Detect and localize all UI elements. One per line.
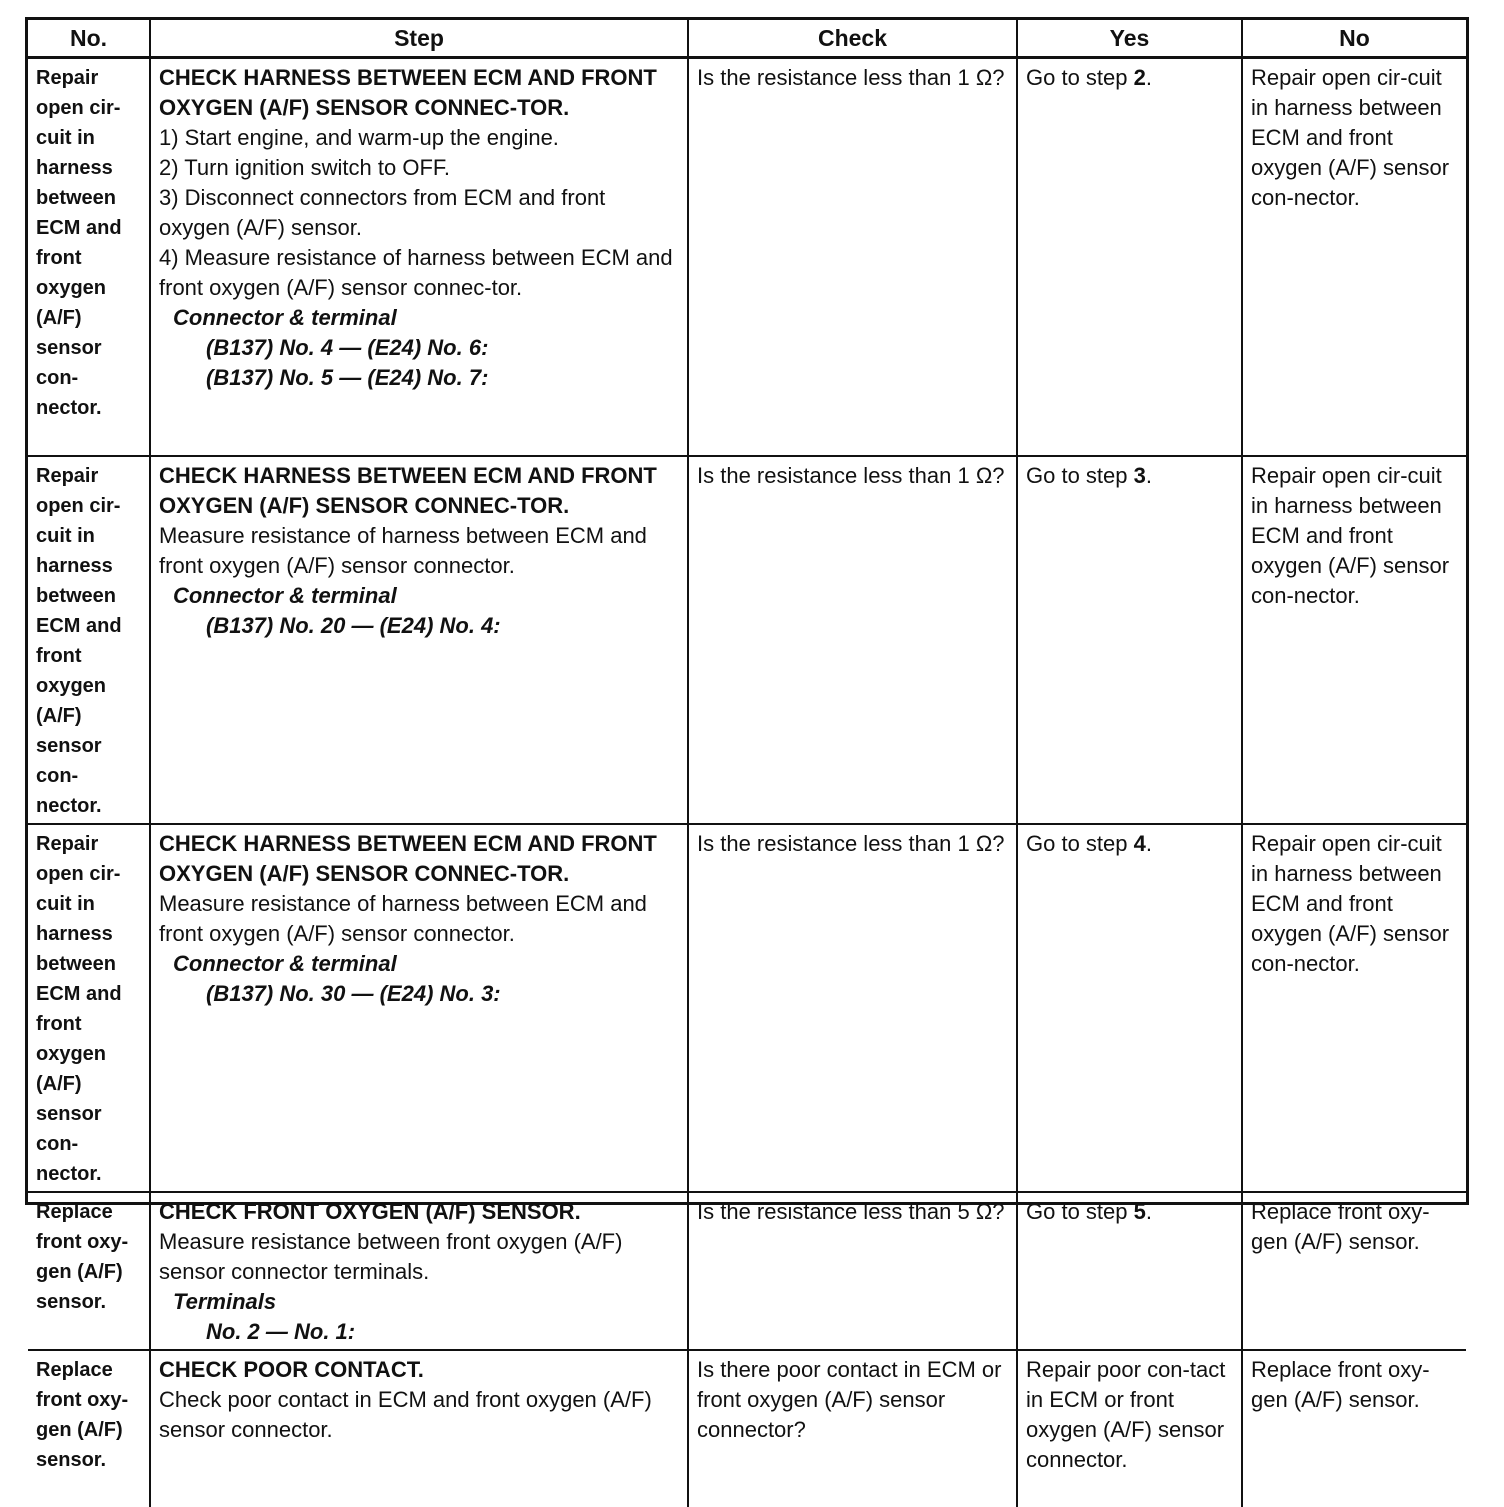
yes-step-number: 2 xyxy=(1133,65,1146,90)
check-cell: Is the resistance less than 1 Ω? xyxy=(688,824,1017,1192)
step-number: Repair open cir-cuit in harness between ECM and front oxygen (A/F) sensor con-nector. xyxy=(28,824,150,1192)
yes-text: Go to step xyxy=(1026,830,1134,856)
yes-step-number: 3 xyxy=(1133,462,1146,488)
no-cell: Repair open cir-cuit in harness between ECM and front oxygen (A/F) sensor con-nector. xyxy=(1242,456,1466,824)
yes-text: Go to step xyxy=(1026,1198,1134,1224)
check-cell: Is the resistance less than 5 Ω? xyxy=(688,1192,1017,1350)
diagnostic-table-frame xyxy=(25,17,1469,1472)
yes-cell: Go to step 3. xyxy=(1017,456,1242,824)
step-sub-value: (B137) No. 30 — (E24) No. 3: xyxy=(206,980,501,1006)
no-cell: Replace front oxy-gen (A/F) sensor. xyxy=(1242,1192,1466,1350)
step-title: CHECK HARNESS BETWEEN ECM AND FRONT OXYGEN (A/F) SENSOR CONNEC-TOR. xyxy=(159,65,657,120)
step-number: Repair open cir-cuit in harness between ECM and front oxygen (A/F) sensor con-nector. xyxy=(28,58,150,456)
step-instruction: 2) Turn ignition switch to OFF. xyxy=(159,155,450,180)
step-instruction: Measure resistance of harness between ECM and front oxygen (A/F) sensor connector. xyxy=(159,522,647,578)
check-cell: Is the resistance less than 1 Ω? xyxy=(688,58,1017,456)
step-sub-label: Terminals xyxy=(173,1288,277,1314)
yes-step-number: 5 xyxy=(1133,1198,1146,1224)
yes-text: Go to step xyxy=(1026,462,1134,488)
yes-step-number: 4 xyxy=(1133,830,1146,856)
step-cell xyxy=(150,456,688,824)
step-sub-label: Connector & terminal xyxy=(173,950,397,976)
no-cell: Repair open cir-cuit in harness between ECM and front oxygen (A/F) sensor con-nector. xyxy=(1242,824,1466,1192)
step-instruction: Check poor contact in ECM and front oxygen (A/F) sensor connector. xyxy=(159,1386,652,1442)
header-no-result: No xyxy=(1242,20,1466,58)
yes-cell: Go to step 2. xyxy=(1017,58,1242,456)
yes-text: Go to step xyxy=(1026,65,1134,90)
step-instruction: 4) Measure resistance of harness between ECM and front oxygen (A/F) sensor connec-tor. xyxy=(159,245,673,300)
yes-cell xyxy=(1017,1350,1242,1507)
step-cell xyxy=(150,824,688,1192)
yes-cell: Go to step 4. xyxy=(1017,824,1242,1192)
header-step: Step xyxy=(150,20,688,58)
table-row xyxy=(28,58,1466,456)
step-number: Repair open cir-cuit in harness between ECM and front oxygen (A/F) sensor con-nector. xyxy=(28,456,150,824)
step-sub-label: Connector & terminal xyxy=(173,582,397,608)
step-instruction: Measure resistance between front oxygen (A/F) sensor connector terminals. xyxy=(159,1228,623,1284)
check-cell: Is the resistance less than 1 Ω? xyxy=(688,456,1017,824)
step-cell xyxy=(150,1192,688,1350)
table-row xyxy=(28,824,1466,1192)
step-sub-value: (B137) No. 4 — (E24) No. 6: xyxy=(206,335,489,360)
step-title: CHECK HARNESS BETWEEN ECM AND FRONT OXYGEN (A/F) SENSOR CONNEC-TOR. xyxy=(159,462,657,518)
table-row xyxy=(28,1350,1466,1507)
step-number: Replace front oxy-gen (A/F) sensor. xyxy=(28,1192,150,1350)
step-instruction: 3) Disconnect connectors from ECM and front oxygen (A/F) sensor. xyxy=(159,185,606,240)
no-cell: Repair open cir-cuit in harness between ECM and front oxygen (A/F) sensor con-nector. xyxy=(1242,58,1466,456)
step-title: CHECK HARNESS BETWEEN ECM AND FRONT OXYGEN (A/F) SENSOR CONNEC-TOR. xyxy=(159,830,657,886)
table-row xyxy=(28,1192,1466,1350)
check-cell: Is there poor contact in ECM or front oxygen (A/F) sensor connector? xyxy=(688,1350,1017,1507)
header-yes: Yes xyxy=(1017,20,1242,58)
step-title: CHECK FRONT OXYGEN (A/F) SENSOR. xyxy=(159,1198,581,1224)
step-number: Replace front oxy-gen (A/F) sensor. xyxy=(28,1350,150,1507)
step-sub-value: No. 2 — No. 1: xyxy=(206,1318,356,1344)
step-sub-value: (B137) No. 20 — (E24) No. 4: xyxy=(206,612,501,638)
table-row xyxy=(28,456,1466,824)
step-instruction: Measure resistance of harness between ECM and front oxygen (A/F) sensor connector. xyxy=(159,890,647,946)
table-body xyxy=(28,58,1466,1507)
step-sub-label: Connector & terminal xyxy=(173,305,397,330)
step-cell xyxy=(150,1350,688,1507)
header-row xyxy=(28,20,1466,58)
header-no: No. xyxy=(28,20,150,58)
step-title: CHECK POOR CONTACT. xyxy=(159,1356,424,1382)
header-check: Check xyxy=(688,20,1017,58)
yes-text: Repair poor con-tact in ECM or front oxygen (A/F) sensor connector. xyxy=(1026,1356,1226,1472)
diagnostic-table xyxy=(28,20,1466,1507)
no-cell: Replace front oxy-gen (A/F) sensor. xyxy=(1251,1356,1430,1412)
step-instruction: 1) Start engine, and warm-up the engine. xyxy=(159,125,559,150)
step-sub-value: (B137) No. 5 — (E24) No. 7: xyxy=(206,365,489,390)
yes-cell: Go to step 5. xyxy=(1017,1192,1242,1350)
step-cell xyxy=(150,58,688,456)
